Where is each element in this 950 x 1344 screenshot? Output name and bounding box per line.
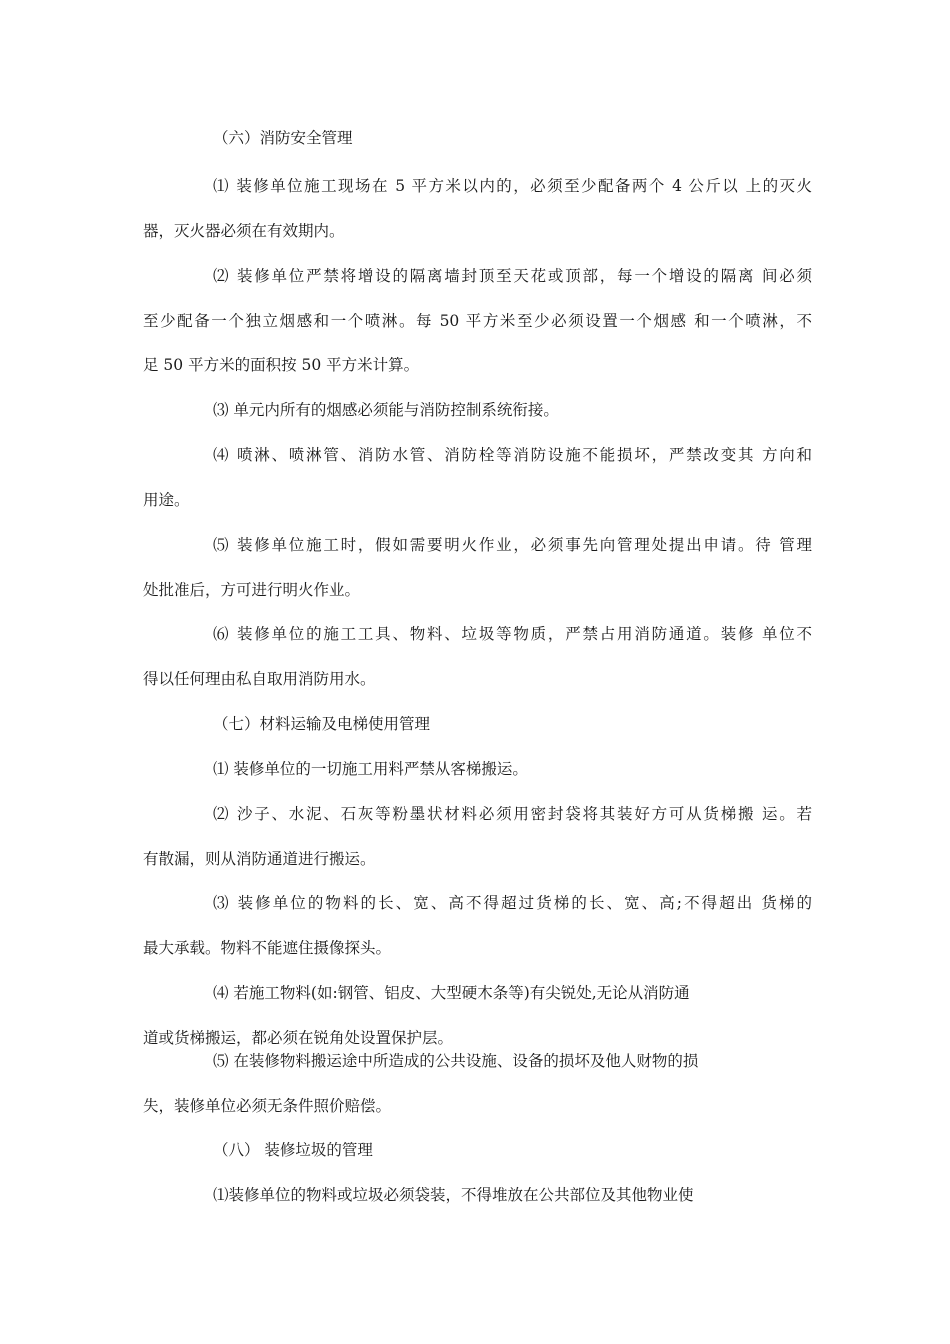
paragraph-line: ⑸ 在装修物料搬运途中所造成的公共设施、设备的损坏及他人财物的损: [213, 1052, 699, 1070]
paragraph-line: ⑶ 装修单位的物料的长、宽、高不得超过货梯的长、宽、高;不得超出 货梯的: [213, 894, 812, 912]
section-heading-7: （七）材料运输及电梯使用管理: [213, 715, 431, 733]
paragraph-line: ⑴装修单位的物料或垃圾必须袋装，不得堆放在公共部位及其他物业使: [213, 1186, 694, 1204]
section-heading-6: （六）消防安全管理: [213, 129, 353, 147]
paragraph-line: 最大承载。物料不能遮住摄像探头。: [143, 939, 392, 957]
paragraph-line: ⑵ 装修单位严禁将增设的隔离墙封顶至天花或顶部，每一个增设的隔离 间必须: [213, 267, 812, 285]
paragraph-line: 处批准后，方可进行明火作业。: [143, 581, 361, 599]
paragraph-line: ⑵ 沙子、水泥、石灰等粉墨状材料必须用密封袋将其装好方可从货梯搬 运。若: [213, 805, 812, 823]
paragraph-line: 足 50 平方米的面积按 50 平方米计算。: [143, 356, 420, 374]
paragraph-line: ⑸ 装修单位施工时，假如需要明火作业，必须事先向管理处提出申请。待 管理: [213, 536, 812, 554]
paragraph-line: ⑷ 若施工物料(如:钢管、铝皮、大型硬木条等)有尖锐处,无论从消防通: [213, 984, 690, 1002]
paragraph-line: 得以任何理由私自取用消防用水。: [143, 670, 376, 688]
paragraph-line: ⑹ 装修单位的施工工具、物料、垃圾等物质，严禁占用消防通道。装修 单位不: [213, 625, 812, 643]
section-heading-8: （八） 装修垃圾的管理: [213, 1141, 373, 1159]
paragraph-line: ⑴ 装修单位的一切施工用料严禁从客梯搬运。: [213, 760, 528, 778]
paragraph-line: 至少配备一个独立烟感和一个喷淋。每 50 平方米至少必须设置一个烟感 和一个喷淋，不: [143, 312, 812, 330]
paragraph-line: ⑶ 单元内所有的烟感必须能与消防控制系统衔接。: [213, 401, 559, 419]
paragraph-line: 器，灭火器必须在有效期内。: [143, 222, 345, 240]
paragraph-line: 失，装修单位必须无条件照价赔偿。: [143, 1097, 392, 1115]
paragraph-line: 道或货梯搬运，都必须在锐角处设置保护层。: [143, 1029, 454, 1047]
paragraph-line: ⑴ 装修单位施工现场在 5 平方米以内的，必须至少配备两个 4 公斤以 上的灭火: [213, 177, 812, 195]
paragraph-line: 用途。: [143, 491, 190, 509]
paragraph-line: 有散漏，则从消防通道进行搬运。: [143, 850, 376, 868]
paragraph-line: ⑷ 喷淋、喷淋管、消防水管、消防栓等消防设施不能损坏，严禁改变其 方向和: [213, 446, 812, 464]
